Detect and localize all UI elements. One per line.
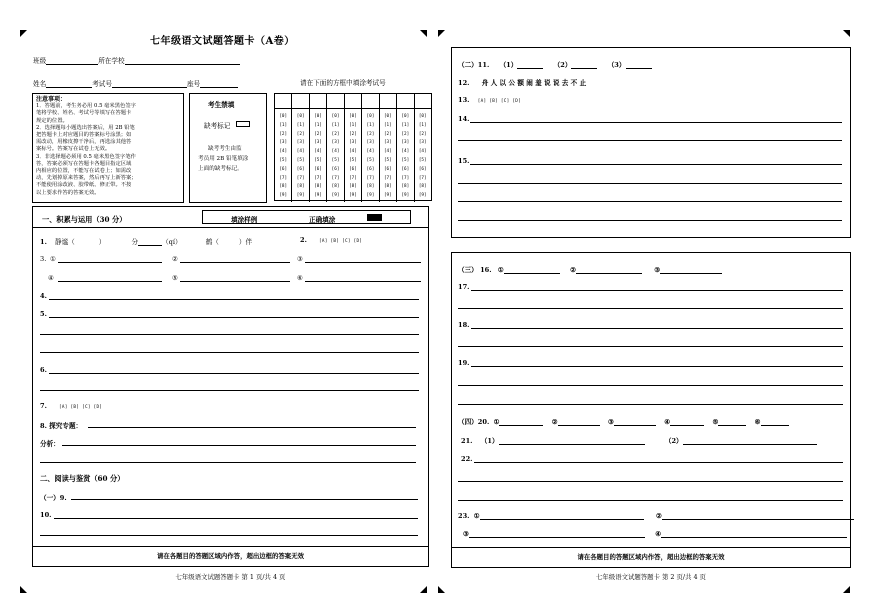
q20-part-5: ⑤	[712, 418, 719, 426]
q23-row-2	[463, 530, 847, 538]
q16-blank-3[interactable]	[660, 266, 722, 274]
class-field-row	[33, 55, 240, 65]
digit-bubble[interactable]: [3]	[366, 140, 375, 146]
notice-line: 3．非选择题必须用 0.5 毫米黑色签字笔作	[36, 153, 136, 160]
q23-part-1: ①	[473, 512, 480, 520]
q15-answer-line-1[interactable]	[470, 164, 842, 165]
notice-line: 需改动，用橡皮擦干净后，再选涂其他答	[36, 139, 132, 146]
q12-text: 舟 人 以 公 额 闹 羞 说 说 去 不 止	[481, 79, 587, 87]
q9-answer-line[interactable]	[71, 499, 418, 500]
q20-row	[458, 416, 789, 426]
q23-blank-4[interactable]	[661, 530, 847, 538]
digit-bubble[interactable]: [4]	[314, 149, 322, 155]
q3-blank-5[interactable]	[180, 281, 290, 282]
q1-blank-2[interactable]	[138, 238, 162, 246]
digit-bubble[interactable]: [8]	[314, 184, 322, 190]
q6-label: 6.	[40, 366, 47, 374]
q21-blank-1[interactable]	[499, 437, 645, 445]
q22-answer-line-2[interactable]	[458, 481, 843, 482]
q10-answer-line-1[interactable]	[54, 518, 418, 519]
digit-bubble[interactable]: [9]	[331, 193, 340, 199]
notice-line: 规定的位置。	[36, 117, 68, 124]
q5-answer-line-2[interactable]	[40, 334, 419, 335]
q3-item-3: ③	[297, 255, 303, 263]
page-title: 七年级语文试题答题卡（A卷）	[150, 36, 295, 47]
q21-blank-2[interactable]	[683, 437, 817, 445]
corner-mark-top-left	[20, 30, 27, 37]
digit-bubble[interactable]: [8]	[418, 184, 427, 190]
q20-part-1: ①	[493, 418, 500, 426]
q2-label: 2.	[300, 236, 307, 244]
digit-bubble[interactable]: [5]	[349, 157, 357, 163]
page2-footer-rule	[451, 547, 851, 548]
q11-blank-1[interactable]	[517, 61, 543, 69]
question-2	[300, 236, 362, 244]
digit-bubble[interactable]: [5]	[331, 157, 340, 163]
q12-row	[458, 77, 586, 87]
digit-bubble[interactable]: [4]	[401, 149, 410, 155]
q20-part-2: ②	[551, 418, 558, 426]
q4-answer-line[interactable]	[49, 299, 419, 300]
digit-bubble[interactable]: [7]	[331, 175, 340, 181]
q21-label: 21.	[461, 437, 473, 445]
digit-bubble[interactable]: [1]	[383, 122, 392, 128]
q3-blank-2[interactable]	[180, 262, 290, 263]
q12-label: 12.	[458, 79, 470, 87]
q3-blank-1[interactable]	[58, 262, 162, 263]
digit-bubble[interactable]: [3]	[296, 140, 305, 146]
digit-bubble[interactable]: [8]	[366, 184, 375, 190]
digit-bubble[interactable]: [4]	[366, 149, 375, 155]
exam-no-column	[327, 109, 344, 202]
notice-line: 1．答题前，考生务必用 0.5 毫米黑色签字	[36, 103, 136, 110]
name-label: 姓名	[33, 80, 47, 88]
digit-bubble[interactable]: [9]	[314, 193, 322, 199]
exam-number-grid	[274, 93, 432, 201]
absent-desc-line-3: 上面的缺考标记。	[198, 166, 243, 172]
corner-mark-top-right	[843, 30, 850, 37]
q1-label: 1.	[40, 238, 47, 246]
digit-bubble[interactable]: [6]	[383, 166, 392, 172]
q23-blank-3[interactable]	[469, 530, 645, 538]
name-input[interactable]	[46, 80, 92, 88]
digit-bubble[interactable]: [4]	[296, 149, 305, 155]
digit-bubble[interactable]: [1]	[314, 122, 322, 128]
digit-bubble[interactable]: [4]	[331, 149, 340, 155]
digit-bubble[interactable]: [2]	[331, 131, 340, 137]
digit-bubble[interactable]: [9]	[418, 193, 427, 199]
digit-bubble[interactable]: [7]	[366, 175, 375, 181]
digit-bubble[interactable]: [2]	[349, 131, 357, 137]
digit-bubble[interactable]: [0]	[279, 114, 288, 119]
digit-bubble[interactable]: [4]	[383, 149, 392, 155]
seat-input[interactable]	[200, 80, 238, 88]
correct-label: 正确填涂	[309, 216, 336, 224]
digit-bubble[interactable]: [0]	[349, 114, 357, 119]
q14-answer-line-1[interactable]	[470, 122, 842, 123]
digit-bubble[interactable]: [5]	[296, 157, 305, 163]
digit-bubble[interactable]: [1]	[418, 122, 427, 128]
q16-part-1: ①	[497, 266, 504, 274]
q3-item-2: ②	[172, 255, 178, 263]
corner-mark-mid-top	[420, 30, 427, 37]
class-label: 班级	[33, 57, 47, 65]
section2-title: 二、阅读与鉴赏（60 分）	[40, 474, 125, 483]
q2-options[interactable]: [A] [B] [C] [D]	[319, 239, 363, 244]
exam-no-digit-box[interactable]	[397, 94, 414, 108]
q16-part-2: ②	[570, 266, 576, 274]
q4-label: 4.	[40, 292, 47, 300]
notice-line: 以上要求作答的答案无效。	[36, 189, 100, 196]
q11-part-2: （2）	[553, 61, 572, 69]
digit-bubble[interactable]: [8]	[383, 184, 392, 190]
absent-box	[189, 93, 267, 203]
digit-bubble[interactable]: [5]	[383, 157, 392, 163]
q3-blank-4[interactable]	[58, 281, 162, 282]
digit-bubble[interactable]: [8]	[331, 184, 340, 190]
digit-bubble[interactable]: [6]	[418, 166, 427, 172]
q15-answer-line-2[interactable]	[458, 183, 842, 184]
digit-bubble[interactable]: [8]	[279, 184, 288, 190]
q6-answer-line-1[interactable]	[49, 373, 419, 374]
digit-bubble[interactable]: [2]	[296, 131, 305, 137]
q21-row	[461, 435, 817, 445]
q10-label: 10.	[40, 511, 52, 519]
digit-bubble[interactable]: [7]	[314, 175, 322, 181]
q23-part-3: ③	[463, 530, 469, 538]
q23-blank-1[interactable]	[480, 512, 644, 520]
digit-bubble[interactable]: [1]	[296, 122, 305, 128]
digit-bubble[interactable]: [9]	[296, 193, 305, 199]
section1-title-rule	[32, 227, 429, 228]
digit-bubble[interactable]: [2]	[383, 131, 392, 137]
exam-no-label: 考试号	[92, 80, 112, 88]
school-label: 所在学校	[98, 57, 125, 65]
exam-no-column	[380, 109, 397, 202]
q20-blank-5[interactable]	[718, 418, 746, 426]
digit-bubble[interactable]: [9]	[366, 193, 375, 199]
notice-line: 2．选择题每小题选出答案后，用 2B 铅笔	[36, 124, 135, 131]
page1-footer-box-text: 请在各题目的答题区域内作答，超出边框的答案无效	[157, 552, 304, 560]
digit-bubble[interactable]: [1]	[366, 122, 375, 128]
digit-bubble[interactable]: [3]	[331, 140, 340, 146]
digit-bubble[interactable]: [7]	[401, 175, 410, 181]
exam-no-column	[397, 109, 414, 202]
digit-bubble[interactable]: [5]	[418, 157, 427, 163]
exam-no-digit-box[interactable]	[275, 94, 292, 108]
digit-bubble[interactable]: [6]	[314, 166, 322, 172]
digit-bubble[interactable]: [0]	[418, 114, 427, 119]
q3-item-6: ⑥	[297, 274, 303, 282]
q1-word-2: 分	[131, 238, 139, 246]
digit-bubble[interactable]: [9]	[279, 193, 288, 199]
digit-bubble[interactable]: [9]	[401, 193, 410, 199]
digit-bubble[interactable]: [4]	[418, 149, 427, 155]
digit-bubble[interactable]: [0]	[314, 114, 322, 119]
digit-bubble[interactable]: [9]	[383, 193, 392, 199]
digit-bubble[interactable]: [5]	[366, 157, 375, 163]
digit-bubble[interactable]: [0]	[383, 114, 392, 119]
digit-bubble[interactable]: [2]	[366, 131, 375, 137]
digit-bubble[interactable]: [1]	[331, 122, 340, 128]
q20-blank-2[interactable]	[558, 418, 600, 426]
q3-item-5: ⑤	[172, 274, 178, 282]
notice-line: 笔将学校、姓名、考试号等填写在答题卡	[36, 110, 132, 117]
question-1	[40, 236, 252, 246]
digit-bubble[interactable]: [8]	[401, 184, 410, 190]
q13-label: 13.	[458, 96, 470, 104]
q11-row	[458, 59, 652, 69]
page2-footer: 七年级语文试题答题卡 第 2 页/共 4 页	[596, 573, 706, 581]
q18-answer-line-2[interactable]	[458, 346, 843, 347]
corner-mark-mid-top-2	[438, 30, 445, 37]
digit-bubble[interactable]: [5]	[314, 157, 322, 163]
notice-line: 不能使用涂改液、胶带纸、修正带。不按	[36, 182, 132, 189]
digit-bubble[interactable]: [6]	[366, 166, 375, 172]
q16-row	[458, 264, 722, 274]
q8-label: 8. 探究专题：	[40, 422, 83, 430]
absent-mark-box[interactable]	[236, 121, 250, 127]
digit-bubble[interactable]: [2]	[418, 131, 427, 137]
digit-bubble[interactable]: [2]	[314, 131, 322, 137]
q11-part-3: （3）	[607, 61, 626, 69]
q3-blank-3[interactable]	[305, 262, 421, 263]
digit-bubble[interactable]: [6]	[331, 166, 340, 172]
q10-answer-line-2[interactable]	[40, 535, 418, 536]
q22-answer-line-1[interactable]	[474, 462, 843, 463]
digit-bubble[interactable]: [3]	[349, 140, 357, 146]
q3-item-1: ①	[50, 255, 56, 263]
q11-blank-2[interactable]	[571, 61, 597, 69]
answer-area-page2-top	[451, 47, 851, 238]
sample-label: 填涂样例	[231, 216, 258, 224]
q16-blank-1[interactable]	[504, 266, 560, 274]
digit-bubble[interactable]: [5]	[279, 157, 288, 163]
exam-no-column	[310, 109, 327, 202]
q5-answer-line-1[interactable]	[49, 317, 419, 318]
q20-blank-4[interactable]	[670, 418, 704, 426]
digit-bubble[interactable]: [8]	[349, 184, 357, 190]
corner-mark-bottom-left	[20, 586, 27, 593]
q13-options[interactable]: [A] [B] [C] [D]	[477, 99, 522, 104]
exam-no-digit-box[interactable]	[380, 94, 397, 108]
q9-label: （一）9.	[40, 494, 67, 502]
q16-label: （三） 16.	[458, 266, 492, 274]
q15-label: 15.	[458, 157, 470, 165]
exam-no-digit-box[interactable]	[345, 94, 362, 108]
digit-bubble[interactable]: [7]	[296, 175, 305, 181]
q20-part-4: ④	[664, 418, 671, 426]
q23-label: 23.	[458, 512, 470, 520]
q5-answer-line-3[interactable]	[40, 352, 419, 353]
exam-no-input[interactable]	[112, 80, 187, 88]
exam-no-digit-box[interactable]	[292, 94, 309, 108]
q19-label: 19.	[458, 359, 470, 367]
digit-bubble[interactable]: [6]	[401, 166, 410, 172]
q17-label: 17.	[458, 283, 470, 291]
q20-blank-3[interactable]	[614, 418, 656, 426]
q23-blank-2[interactable]	[662, 512, 854, 520]
question-7	[40, 402, 102, 410]
notice-line: 把答题卡上对应题目的答案标号涂黑；如	[36, 132, 132, 139]
q18-answer-line-1[interactable]	[471, 328, 843, 329]
section1-title: 一、积累与运用（30 分）	[42, 215, 127, 224]
q11-label: （二）11.	[458, 61, 490, 69]
digit-bubble[interactable]: [7]	[418, 175, 427, 181]
page1-footer: 七年级语文试题答题卡 第 1 页/共 4 页	[175, 573, 286, 581]
digit-bubble[interactable]: [2]	[401, 131, 410, 137]
class-input[interactable]	[46, 57, 98, 65]
q14-label: 14.	[458, 115, 470, 123]
digit-bubble[interactable]: [4]	[349, 149, 357, 155]
answer-area-page1	[32, 206, 429, 567]
analysis-label: 分析：	[40, 440, 60, 448]
digit-bubble[interactable]: [0]	[296, 114, 305, 119]
digit-bubble[interactable]: [4]	[279, 149, 288, 155]
q1-word-1: 静谧（	[55, 238, 75, 246]
q5-label: 5.	[40, 310, 47, 318]
digit-bubble[interactable]: [9]	[349, 193, 357, 199]
q21-part-1: （1）	[480, 437, 499, 445]
absent-title: 考生禁填	[208, 101, 235, 109]
corner-mark-bottom-right	[843, 586, 850, 593]
exam-no-digit-box[interactable]	[362, 94, 379, 108]
grid-body	[275, 109, 431, 202]
exam-no-column	[292, 109, 309, 202]
name-field-row	[33, 78, 238, 88]
digit-bubble[interactable]: [2]	[279, 131, 288, 137]
digit-bubble[interactable]: [6]	[279, 166, 288, 172]
corner-mark-mid-bottom-2	[438, 586, 445, 593]
exam-no-column	[345, 109, 362, 202]
corner-mark-mid-bottom	[420, 586, 427, 593]
absent-desc	[198, 144, 248, 174]
digit-bubble[interactable]: [3]	[401, 140, 410, 146]
digit-bubble[interactable]: [7]	[279, 175, 288, 181]
notice-lines	[36, 103, 180, 197]
notice-line: 案标号。答案写在试卷上无效。	[36, 146, 111, 153]
q23-part-4: ④	[655, 530, 662, 538]
digit-bubble[interactable]: [3]	[314, 140, 322, 146]
q1-word-3: 鹤（	[205, 238, 219, 246]
notice-line: 答，答案必须写在答题卡各题目指定区域	[36, 160, 132, 167]
digit-bubble[interactable]: [3]	[418, 140, 427, 146]
notice-title: 注意事项：	[36, 96, 67, 103]
page1-footer-rule	[32, 546, 429, 547]
q19-answer-line-3[interactable]	[458, 404, 843, 405]
notice-box	[32, 93, 184, 203]
q6-answer-line-2[interactable]	[40, 390, 419, 391]
exam-no-column	[362, 109, 379, 202]
exam-no-digit-box[interactable]	[415, 94, 431, 108]
digit-bubble[interactable]: [6]	[296, 166, 305, 172]
q22-label: 22.	[461, 455, 473, 463]
correct-fill-swatch	[367, 214, 382, 221]
notice-line: 动，先划掉原来答案，然后再写上新答案；	[36, 175, 137, 182]
q20-blank-1[interactable]	[499, 418, 543, 426]
q20-part-3: ③	[608, 418, 614, 426]
q1-word-4: ）伴	[238, 238, 253, 246]
fill-sample-box	[202, 210, 411, 224]
answer-area-page2-bottom	[451, 252, 851, 568]
notice-line: 内相应的位置，不能写在试卷上；如需改	[36, 168, 132, 175]
q1-paren-1: ）	[98, 238, 106, 246]
q23-part-2: ②	[656, 512, 662, 520]
exam-no-digit-box[interactable]	[327, 94, 344, 108]
seat-label: 座号	[186, 80, 201, 88]
q7-label: 7.	[40, 402, 47, 410]
q18-label: 18.	[458, 321, 470, 329]
digit-bubble[interactable]: [0]	[366, 114, 375, 119]
digit-bubble[interactable]: [1]	[349, 122, 357, 128]
absent-desc-line-1: 缺考考生由监	[208, 146, 242, 152]
q20-part-6: ⑥	[754, 418, 761, 426]
digit-bubble[interactable]: [1]	[401, 122, 410, 128]
q1-pinyin: （qí）	[162, 238, 182, 246]
q17-answer-line-1[interactable]	[471, 290, 843, 291]
exam-no-digit-box[interactable]	[310, 94, 327, 108]
absent-label: 缺考标记	[204, 122, 231, 130]
q11-part-1: （1）	[499, 61, 518, 69]
q8-answer-line[interactable]	[88, 427, 416, 428]
q11-blank-3[interactable]	[626, 61, 652, 69]
absent-desc-line-2: 考员用 2B 铅笔填涂	[198, 156, 249, 162]
digit-bubble[interactable]: [6]	[349, 166, 357, 172]
q7-options[interactable]: [A] [B] [C] [D]	[59, 405, 103, 410]
school-input[interactable]	[125, 57, 240, 65]
q16-blank-2[interactable]	[576, 266, 642, 274]
digit-bubble[interactable]: [7]	[383, 175, 392, 181]
fill-hint: 请在下面的方框中填涂考试号	[300, 79, 386, 87]
q23-row-1	[458, 512, 854, 520]
digit-bubble[interactable]: [3]	[279, 140, 288, 146]
digit-bubble[interactable]: [3]	[383, 140, 392, 146]
digit-bubble[interactable]: [5]	[401, 157, 410, 163]
q19-answer-line-2[interactable]	[458, 385, 843, 386]
q3-item-4: ④	[48, 274, 54, 282]
digit-bubble[interactable]: [7]	[349, 175, 357, 181]
q14-answer-line-2[interactable]	[458, 140, 842, 141]
q15-answer-line-3[interactable]	[458, 201, 842, 202]
q3-label: 3.	[40, 255, 47, 263]
digit-bubble[interactable]: [0]	[331, 114, 340, 119]
q19-answer-line-1[interactable]	[471, 366, 843, 367]
exam-no-column	[415, 109, 431, 202]
q20-blank-6[interactable]	[761, 418, 789, 426]
digit-bubble[interactable]: [0]	[401, 114, 410, 119]
digit-bubble[interactable]: [8]	[296, 184, 305, 190]
exam-no-column	[275, 109, 292, 202]
q20-label: （四）20.	[458, 418, 490, 426]
page2-footer-box-text: 请在各题目的答题区域内作答，超出边框的答案无效	[577, 553, 725, 561]
q13-row	[458, 96, 521, 104]
q21-part-2: （2）	[664, 437, 683, 445]
grid-header-row	[275, 94, 431, 108]
q15-answer-line-4[interactable]	[458, 220, 842, 221]
q17-answer-line-2[interactable]	[458, 308, 843, 309]
analysis-answer-line-1[interactable]	[62, 445, 416, 446]
q3-blank-6[interactable]	[305, 281, 421, 282]
q22-answer-line-3[interactable]	[458, 500, 843, 501]
digit-bubble[interactable]: [1]	[279, 122, 288, 128]
q16-part-3: ③	[654, 266, 661, 274]
analysis-answer-line-2[interactable]	[40, 462, 416, 463]
